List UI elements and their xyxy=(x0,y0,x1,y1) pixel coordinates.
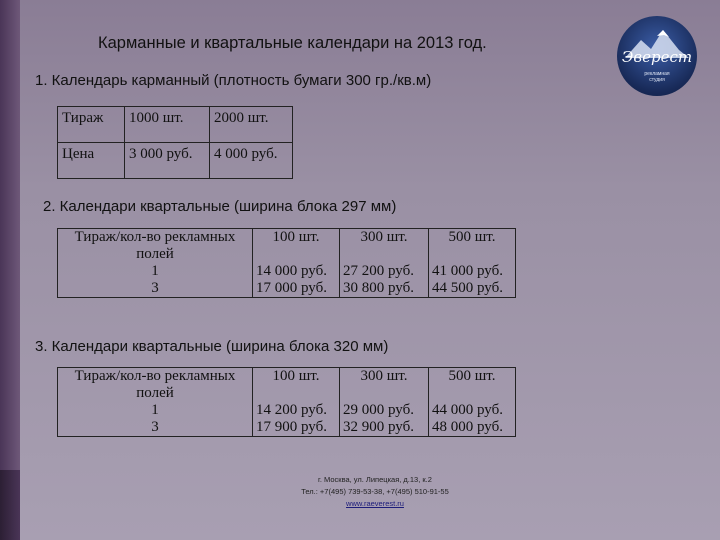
page-title: Карманные и квартальные календари на 2013 год. xyxy=(98,34,487,52)
table-row xyxy=(58,246,516,263)
table-row xyxy=(58,263,516,280)
table-cell: 44 500 руб. xyxy=(429,280,516,298)
contact-phones: Тел.: +7(495) 739-53-38, +7(495) 510-91-55 xyxy=(301,487,449,496)
table-cell: 3 xyxy=(58,280,253,298)
pocket-calendar-table xyxy=(57,106,293,179)
table-cell: 2000 шт. xyxy=(210,107,293,143)
table-row xyxy=(58,143,293,179)
table-cell: 14 000 руб. xyxy=(253,263,340,280)
table-cell xyxy=(429,385,516,402)
table-cell xyxy=(429,246,516,263)
table-header-cell: Тираж/кол-во рекламных xyxy=(58,368,253,386)
logo-subtitle xyxy=(617,71,697,83)
table-cell: 3 000 руб. xyxy=(125,143,210,179)
table-cell: 1 xyxy=(58,402,253,419)
table-cell: 14 200 руб. xyxy=(253,402,340,419)
contact-address: г. Москва, ул. Липецкая, д.13, к.2 xyxy=(318,475,432,484)
section2-heading: 2. Календари квартальные (ширина блока 297 мм) xyxy=(43,198,397,215)
table-header-cell: 500 шт. xyxy=(429,368,516,386)
quarterly-calendar-297-table xyxy=(57,228,516,298)
table-header-cell: 300 шт. xyxy=(340,229,429,247)
quarterly-calendar-320-table xyxy=(57,367,516,437)
table-header-cell: Тираж/кол-во рекламных xyxy=(58,229,253,247)
table-header-cell: 500 шт. xyxy=(429,229,516,247)
left-decorative-bar xyxy=(0,0,20,540)
table-cell: 32 900 руб. xyxy=(340,419,429,437)
logo-subtitle-line1: рекламная xyxy=(644,71,670,77)
table-cell: Цена xyxy=(58,143,125,179)
table-cell: 17 900 руб. xyxy=(253,419,340,437)
table-cell xyxy=(340,385,429,402)
table-row xyxy=(58,419,516,437)
table-cell: 3 xyxy=(58,419,253,437)
contact-info xyxy=(240,474,510,510)
table-cell xyxy=(340,246,429,263)
table-cell xyxy=(253,246,340,263)
left-bar-bottom-block xyxy=(0,470,20,540)
table-header-cell: 300 шт. xyxy=(340,368,429,386)
table-header-cell: 100 шт. xyxy=(253,368,340,386)
table-header-cell: полей xyxy=(58,385,253,402)
table-header-cell: полей xyxy=(58,246,253,263)
table-cell: 1000 шт. xyxy=(125,107,210,143)
table-cell: Тираж xyxy=(58,107,125,143)
table-cell: 1 xyxy=(58,263,253,280)
table-row xyxy=(58,368,516,386)
table-cell: 48 000 руб. xyxy=(429,419,516,437)
logo-subtitle-line2: студия xyxy=(649,77,665,83)
table-cell: 17 000 руб. xyxy=(253,280,340,298)
table-row xyxy=(58,229,516,247)
everest-logo xyxy=(617,16,697,96)
section3-heading: 3. Календари квартальные (ширина блока 320 мм) xyxy=(35,338,389,355)
table-header-cell: 100 шт. xyxy=(253,229,340,247)
table-row xyxy=(58,107,293,143)
website-link[interactable]: www.raeverest.ru xyxy=(346,499,404,508)
table-row xyxy=(58,280,516,298)
table-cell: 4 000 руб. xyxy=(210,143,293,179)
table-cell: 29 000 руб. xyxy=(340,402,429,419)
table-row xyxy=(58,385,516,402)
section1-heading: 1. Календарь карманный (плотность бумаги 300 гр./кв.м) xyxy=(35,72,432,89)
table-cell xyxy=(253,385,340,402)
logo-wordmark: Эверест xyxy=(621,48,693,66)
table-cell: 30 800 руб. xyxy=(340,280,429,298)
table-cell: 44 000 руб. xyxy=(429,402,516,419)
table-row xyxy=(58,402,516,419)
table-cell: 41 000 руб. xyxy=(429,263,516,280)
table-cell: 27 200 руб. xyxy=(340,263,429,280)
